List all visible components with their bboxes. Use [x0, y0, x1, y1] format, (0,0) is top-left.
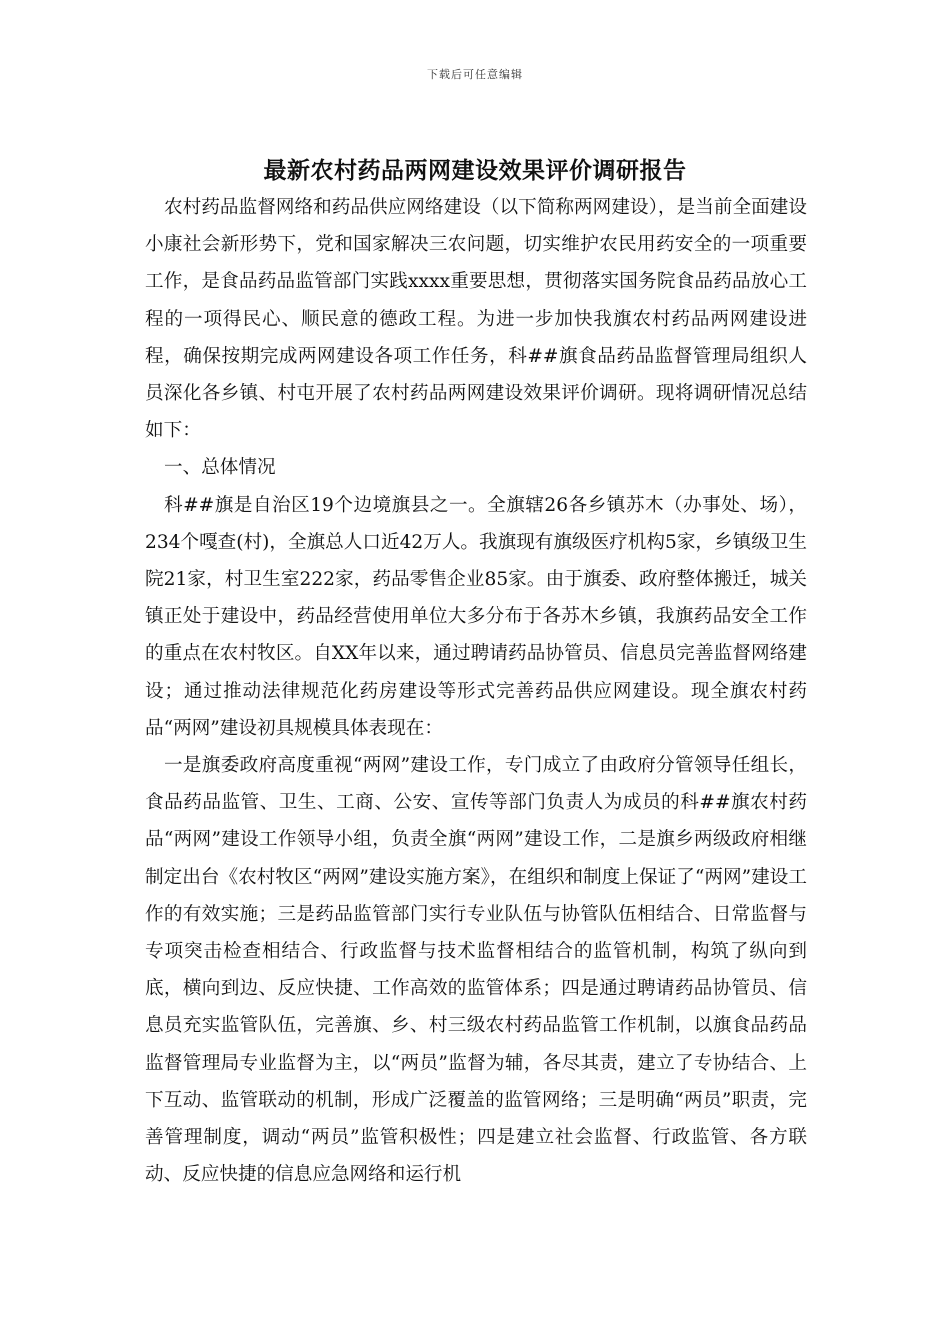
- document-title: 最新农村药品两网建设效果评价调研报告: [263, 157, 687, 184]
- document-body: [145, 189, 807, 1193]
- paragraph-intro: 农村药品监督网络和药品供应网络建设（以下简称两网建设），是当前全面建设小康社会新形势下，党和国家解决三农问题，切实维护农民用药安全的一项重要工作，是食品药品监管部门实践xxxx重要思想，贯彻落实国务院食品药品放心工程的一项得民心、顺民意的德政工程。为进一步加快我旗农村药品两网建设进程，确保按期完成两网建设各项工作任务，科##旗食品药品监督管理局组织人员深化各乡镇、村屯开展了农村药品两网建设效果评价调研。现将调研情况总结如下：: [145, 197, 807, 442]
- paragraph-measures: 一是旗委政府高度重视“两网”建设工作，专门成立了由政府分管领导任组长，食品药品监管、卫生、工商、公安、宣传等部门负责人为成员的科##旗农村药品“两网”建设工作领导小组，负责全旗“两网”建设工作，二是旗乡两级政府相继制定出台《农村牧区“两网”建设实施方案》，在组织和制度上保证了“两网”建设工作的有效实施；三是药品监管部门实行专业队伍与协管队伍相结合、日常监督与专项突击检查相结合、行政监督与技术监督相结合的监管机制，构筑了纵向到底，横向到边、反应快捷、工作高效的监管体系；四是通过聘请药品协管员、信息员充实监管队伍，完善旗、乡、村三级农村药品监管工作机制，以旗食品药品监督管理局专业监督为主，以“两员”监督为辅，各尽其责，建立了专协结合、上下互动、监管联动的机制，形成广泛覆盖的监管网络；三是明确“两员”职责，完善管理制度，调动“两员”监管积极性；四是建立社会监督、行政监管、各方联动、反应快捷的信息应急网络和运行机: [145, 755, 807, 1186]
- header-note: 下载后可任意编辑: [427, 68, 523, 81]
- paragraph-overview: 科##旗是自治区19个边境旗县之一。全旗辖26各乡镇苏木（办事处、场），234个嘎查(村)，全旗总人口近42万人。我旗现有旗级医疗机构5家，乡镇级卫生院21家，村卫生室222家，药品零售企业85家。由于旗委、政府整体搬迁，城关镇正处于建设中，药品经营使用单位大多分布于各苏木乡镇，我旗药品安全工作的重点在农村牧区。自XX年以来，通过聘请药品协管员、信息员完善监督网络建设；通过推动法律规范化药房建设等形式完善药品供应网建设。现全旗农村药品“两网”建设初具规模具体表现在：: [145, 494, 807, 739]
- section-heading-overview: 一、总体情况: [164, 457, 276, 479]
